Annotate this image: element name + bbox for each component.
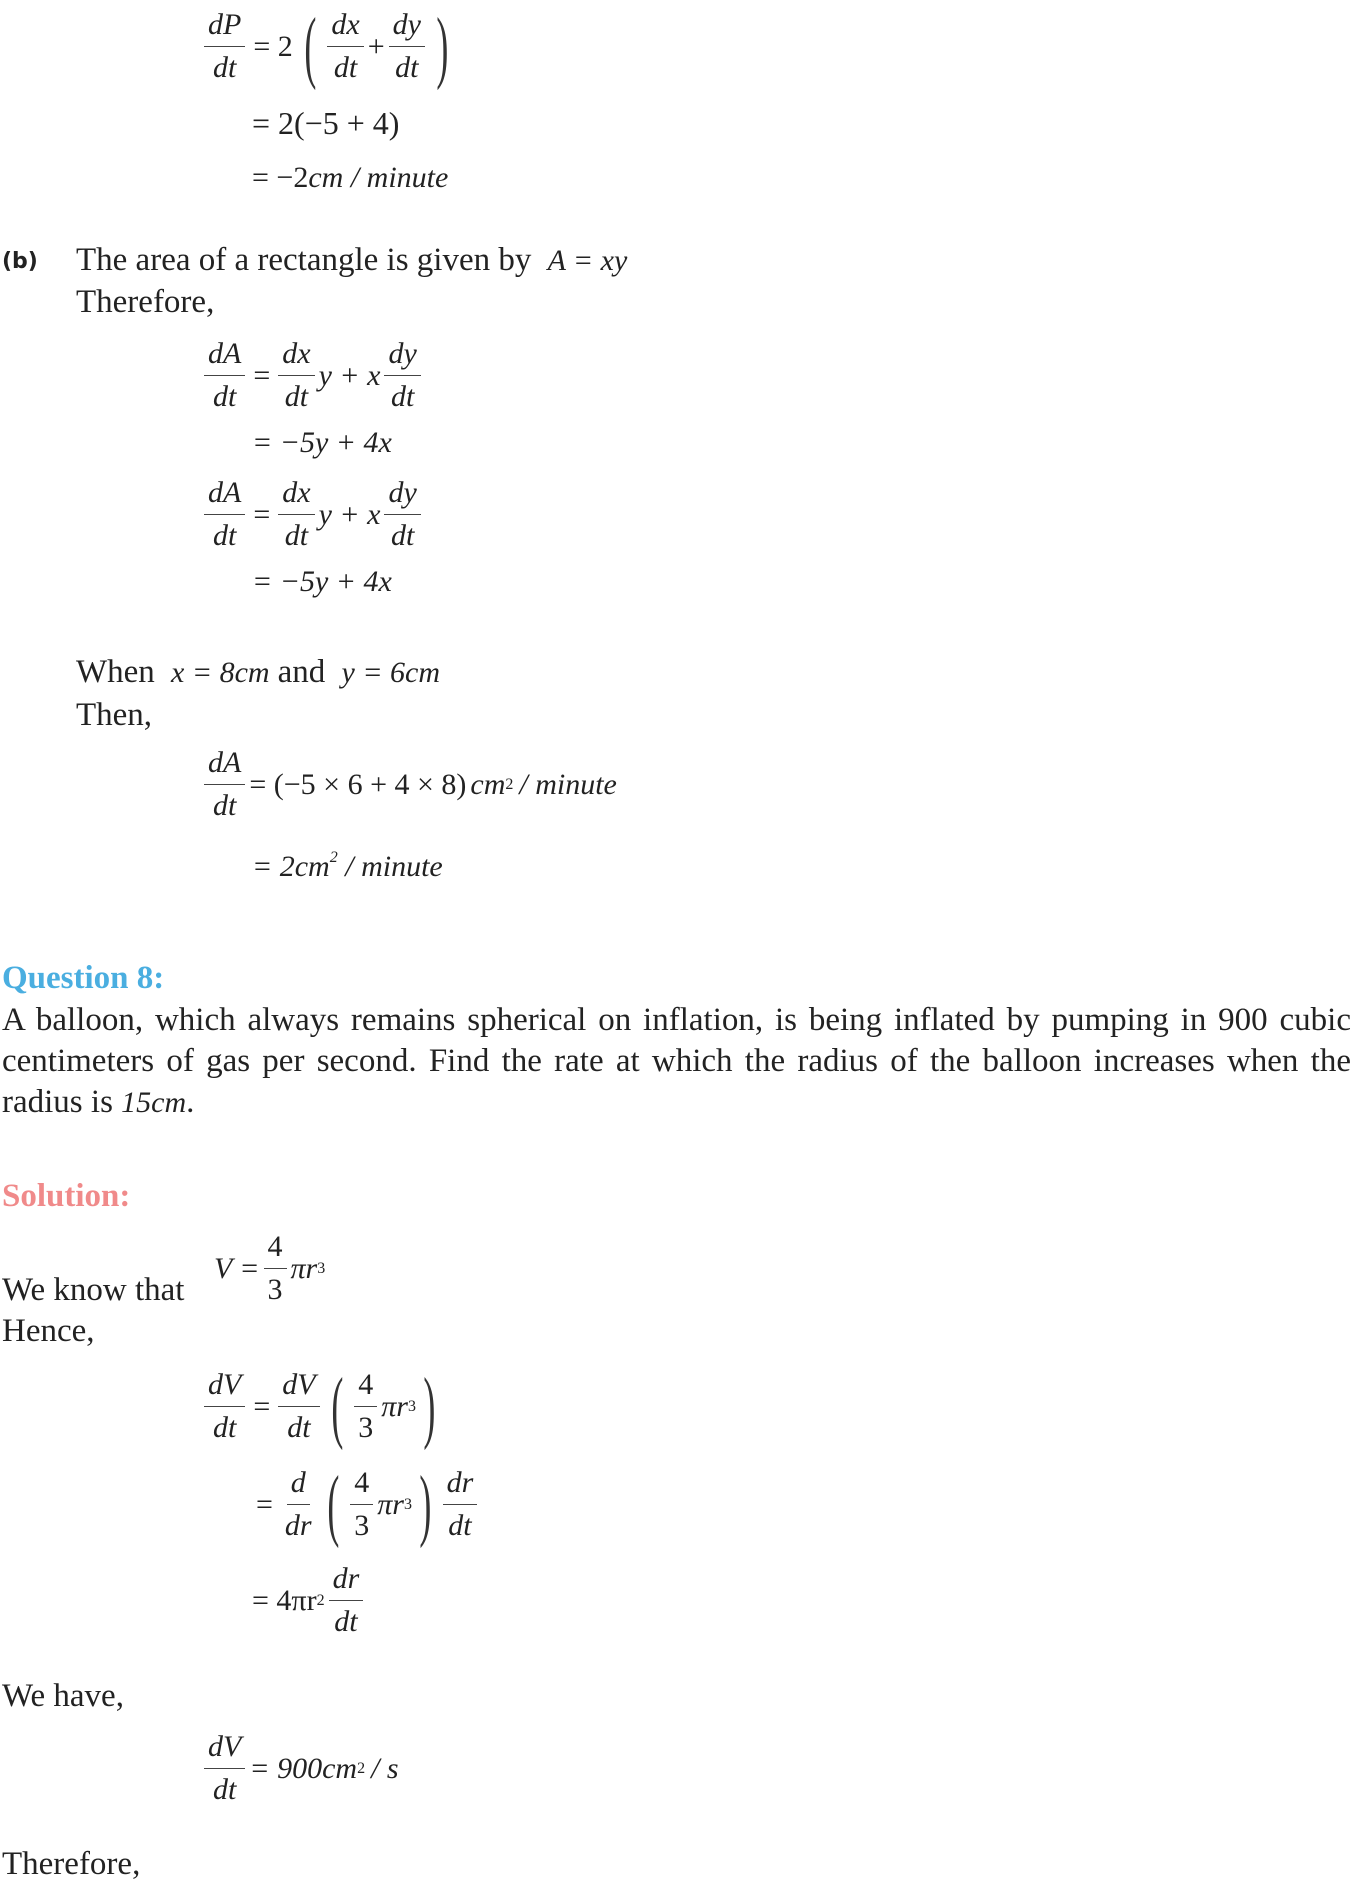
equation-line: = −5y + 4x: [252, 565, 392, 598]
operator: = 2: [253, 29, 293, 63]
fraction: [389, 4, 425, 89]
formula: y = 6cm: [341, 656, 441, 689]
equation-da-dt-repeat: [200, 472, 425, 557]
text: When: [76, 654, 155, 690]
then-text: Then,: [76, 697, 153, 733]
expression: = (−5 × 6 + 4 × 8): [249, 767, 467, 801]
we-know-text: We know that: [2, 1272, 185, 1308]
intro-text: The area of a rectangle is given by: [76, 242, 532, 278]
text: A balloon, which always remains spherical on inflation, is being inflated by pumping in 900 cubic centimeters of gas per second. Find the rate at which the radius of the balloon increases when the radius is: [2, 1002, 1351, 1120]
equation-da-dt-calc: [200, 742, 617, 827]
exponent: 2: [357, 1759, 366, 1777]
paren: (: [326, 1460, 339, 1549]
term: πr: [290, 1251, 318, 1285]
fraction: [278, 1364, 319, 1449]
denominator: dt: [334, 1605, 358, 1638]
we-have-text: We have,: [2, 1678, 124, 1714]
question-text: [2, 1000, 1351, 1123]
denominator: dt: [212, 1411, 237, 1444]
equation-dp-dt: [200, 4, 456, 89]
unit: / minute: [519, 767, 617, 801]
fraction: [278, 472, 314, 557]
therefore-text: Therefore,: [2, 1846, 141, 1882]
paren: (: [304, 2, 317, 91]
fraction: [204, 4, 245, 89]
unit: / minute: [345, 850, 443, 883]
denominator: 3: [354, 1509, 370, 1542]
equation-chain-rule: [252, 1462, 481, 1547]
when-line: [76, 652, 440, 693]
numerator: dy: [389, 4, 425, 47]
denominator: dt: [212, 51, 237, 84]
numerator: 4: [264, 1226, 287, 1269]
operator: =: [253, 358, 271, 392]
term: y + x: [318, 497, 381, 531]
equation-da-dt: [200, 333, 425, 418]
operator: =: [253, 497, 271, 531]
equation-given: [200, 1726, 399, 1811]
fraction: [327, 4, 363, 89]
numerator: dV: [204, 1726, 245, 1769]
fraction: [204, 472, 245, 557]
value: = 2cm: [252, 850, 330, 883]
numerator: dP: [204, 4, 245, 47]
numerator: dr: [329, 1558, 364, 1601]
paren: ): [423, 1362, 436, 1451]
value: = 900cm: [249, 1751, 358, 1785]
fraction: [350, 1462, 373, 1547]
paren: ): [436, 2, 449, 91]
fraction: [384, 472, 420, 557]
denominator: dt: [212, 1773, 237, 1806]
fraction: [204, 333, 245, 418]
fraction: [264, 1226, 287, 1311]
unit: cm / minute: [308, 161, 449, 194]
text: and: [277, 654, 326, 690]
exponent: 3: [317, 1259, 326, 1277]
paren: ): [419, 1460, 432, 1549]
numerator: dy: [384, 472, 420, 515]
numerator: dA: [204, 742, 245, 785]
unit: / s: [371, 1751, 399, 1785]
numerator: dx: [278, 472, 314, 515]
text: .: [186, 1084, 195, 1120]
equation-line: = 2(−5 + 4): [252, 105, 400, 141]
therefore-text: Therefore,: [76, 284, 215, 320]
formula: A = xy: [547, 244, 628, 277]
numerator: dr: [443, 1462, 478, 1505]
denominator: dt: [390, 380, 415, 413]
paren: (: [330, 1362, 343, 1451]
operator: =: [256, 1487, 273, 1521]
term: y + x: [318, 358, 381, 392]
part-b-intro: [76, 240, 627, 281]
denominator: dt: [212, 519, 237, 552]
numerator: dA: [204, 472, 245, 515]
solution-heading: Solution:: [2, 1178, 131, 1214]
denominator: dt: [212, 380, 237, 413]
part-label: (b): [2, 249, 38, 274]
numerator: dy: [384, 333, 420, 376]
denominator: dt: [284, 380, 309, 413]
hence-text: Hence,: [2, 1313, 95, 1349]
denominator: dr: [284, 1509, 312, 1542]
formula: x = 8cm: [171, 656, 270, 689]
equation-dv-dt: [200, 1364, 443, 1449]
denominator: dt: [212, 789, 237, 822]
exponent: 2: [329, 849, 338, 866]
denominator: dt: [395, 51, 419, 84]
fraction: [329, 1558, 364, 1643]
fraction: [384, 333, 420, 418]
numerator: dA: [204, 333, 245, 376]
question-heading: Question 8:: [2, 960, 165, 996]
fraction: [204, 1726, 245, 1811]
lhs: V =: [214, 1251, 260, 1285]
equation-result: [252, 1558, 367, 1643]
fraction: [281, 1462, 316, 1547]
denominator: dt: [333, 51, 358, 84]
value: = −2: [252, 161, 309, 194]
formula: 15cm: [121, 1086, 187, 1119]
exponent: 3: [403, 1495, 412, 1513]
fraction: [354, 1364, 377, 1449]
numerator: dx: [327, 4, 363, 47]
denominator: dt: [284, 519, 309, 552]
denominator: 3: [267, 1273, 283, 1306]
denominator: 3: [358, 1411, 374, 1444]
term: πr: [381, 1389, 408, 1423]
expression: = 4πr: [252, 1583, 317, 1617]
numerator: dV: [204, 1364, 245, 1407]
numerator: dx: [278, 333, 314, 376]
numerator: dV: [278, 1364, 319, 1407]
fraction: [204, 742, 245, 827]
numerator: d: [287, 1462, 310, 1505]
exponent: 3: [407, 1397, 416, 1415]
operator: +: [367, 29, 385, 63]
denominator: dt: [390, 519, 415, 552]
volume-formula: [214, 1226, 325, 1311]
operator: =: [253, 1389, 271, 1423]
equation-line: [252, 158, 448, 198]
equation-line: [252, 838, 443, 887]
equation-line: = −5y + 4x: [252, 426, 392, 459]
exponent: 2: [505, 775, 514, 793]
numerator: 4: [350, 1462, 373, 1505]
numerator: 4: [354, 1364, 377, 1407]
exponent: 2: [316, 1591, 325, 1609]
fraction: [278, 333, 314, 418]
denominator: dt: [287, 1411, 311, 1444]
unit: cm: [470, 767, 506, 801]
denominator: dt: [448, 1509, 472, 1542]
term: πr: [377, 1487, 404, 1521]
fraction: [204, 1364, 245, 1449]
fraction: [443, 1462, 478, 1547]
